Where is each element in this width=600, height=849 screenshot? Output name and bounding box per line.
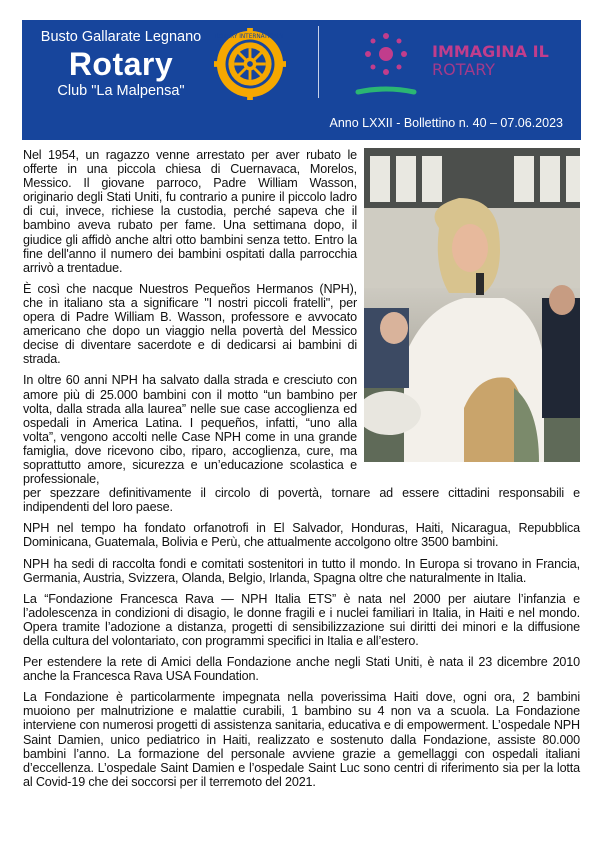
theme-line1: IMMAGINA IL xyxy=(432,42,549,61)
club-subname: Club "La Malpensa" xyxy=(57,83,185,99)
theme-line2: ROTARY xyxy=(432,60,496,79)
paragraph-3b: per spezzare definitivamente il circolo di povertà, tornare ad essere cittadini responsabili e indipendenti del loro paese. xyxy=(23,486,580,515)
paragraph-3a: In oltre 60 anni NPH ha salvato dalla strada e cresciuto con amore più di 25.000 bambini con il motto “un bambino per volta, dalla strada alla laurea” nelle sue case accoglienza ed ospedali in America Latina. I pequeños, infatti, “uno alla volta”, vengono accolti nelle Case NPH come in una grande famiglia, dove ricevono cibo, riparo, accoglienza, cure, ma soprattutto amore, sicurezza e un’educazione scolastica e professionale, xyxy=(23,373,357,487)
paragraph-1: Nel 1954, un ragazzo venne arrestato per aver rubato le offerte in una piccola chiesa di Cuernavaca, Morelos, Messico. Il giovane parroco, Padre William Wasson, originario degli Stati Uniti, fu contrario a punire il piccolo ladro di cui, invece, richiese la custodia, perché sapeva che il bambino aveva rubato per fame. Una settimana dopo, il giudice gli affidò anche altri otto bambini senza tetto. Entro la fine dell'anno il numero dei bambini ospitati dalla parrocchia arrivò a trentadue. xyxy=(23,148,357,275)
club-location: Busto Gallarate Legnano xyxy=(40,29,202,45)
wheel-text: ROTARY INTERNATIONAL xyxy=(214,34,286,41)
issue-info: Anno LXXII - Bollettino n. 40 – 07.06.2023 xyxy=(329,116,563,130)
paragraph-8: La Fondazione è particolarmente impegnata nella poverissima Haiti dove, ogni ora, 2 bambini muoiono per malnutrizione e malattie curabili, 1 bambino su 4 non va a scuola. La Fondazione interviene con numerosi progetti di assistenza sanitaria, educativa e di empowerment. L’ospedale NPH Saint Damien, unico pediatrico in Haiti, realizzato e sostenuto dalla Fondazione, assiste 80.000 bambini l’anno. La formazione del personale avviene grazie a gemellaggi con ospedali italiani d’eccellenza. L’ospedale Saint Damien e l’ospedale Saint Luc sono centri di riferimento sia per la lotta al Covid-19 che dei soccorsi per il terremoto del 2021. xyxy=(23,690,580,789)
imagina-mark-icon xyxy=(354,24,418,100)
rotary-wheel-logo xyxy=(214,28,286,100)
paragraph-5: NPH ha sedi di raccolta fondi e comitati sostenitori in tutto il mondo. In Europa si trovano in Francia, Germania, Austria, Svizzera, Olanda, Belgio, Irlanda, Spagna oltre che naturalmente in Italia. xyxy=(23,556,580,585)
club-name-block xyxy=(32,28,210,100)
paragraph-7: Per estendere la rete di Amici della Fondazione anche negli Stati Uniti, è nata il 23 dicembre 2010 anche la Francesca Rava USA Foundation. xyxy=(23,655,580,684)
bulletin-header xyxy=(22,20,581,140)
theme-title xyxy=(432,43,549,79)
article-body xyxy=(23,148,580,796)
paragraph-6: La “Fondazione Francesca Rava — NPH Italia ETS” è nata nel 2000 per aiutare l’infanzia e l’adolescenza in condizioni di disagio, le donne fragili e i nuclei familiari in Italia, in Haiti e nel mondo. Opera tramite l’adozione a distanza, progetti di sensibilizzazione sui diritti dei minori e la diffusione della cultura del volontariato, con programmi specifici in Italia e all’estero. xyxy=(23,591,580,648)
header-divider xyxy=(318,26,319,98)
paragraph-4: NPH nel tempo ha fondato orfanotrofi in El Salvador, Honduras, Haiti, Nicaragua, Repubblica Dominicana, Guatemala, Bolivia e Perù, che attualmente accolgono oltre 3500 bambini. xyxy=(23,521,580,550)
club-brand: Rotary xyxy=(68,46,174,82)
paragraph-2: È così che nacque Nuestros Pequeños Hermanos (NPH), che in italiano sta a significare "I nostri piccoli fratelli", per opera di Padre William B. Wasson, professore e avvocato americano che dopo un viaggio nella povertà del Messico decise di diventare sacerdote e di dedicarsi ai bambini di strada. xyxy=(23,281,357,367)
